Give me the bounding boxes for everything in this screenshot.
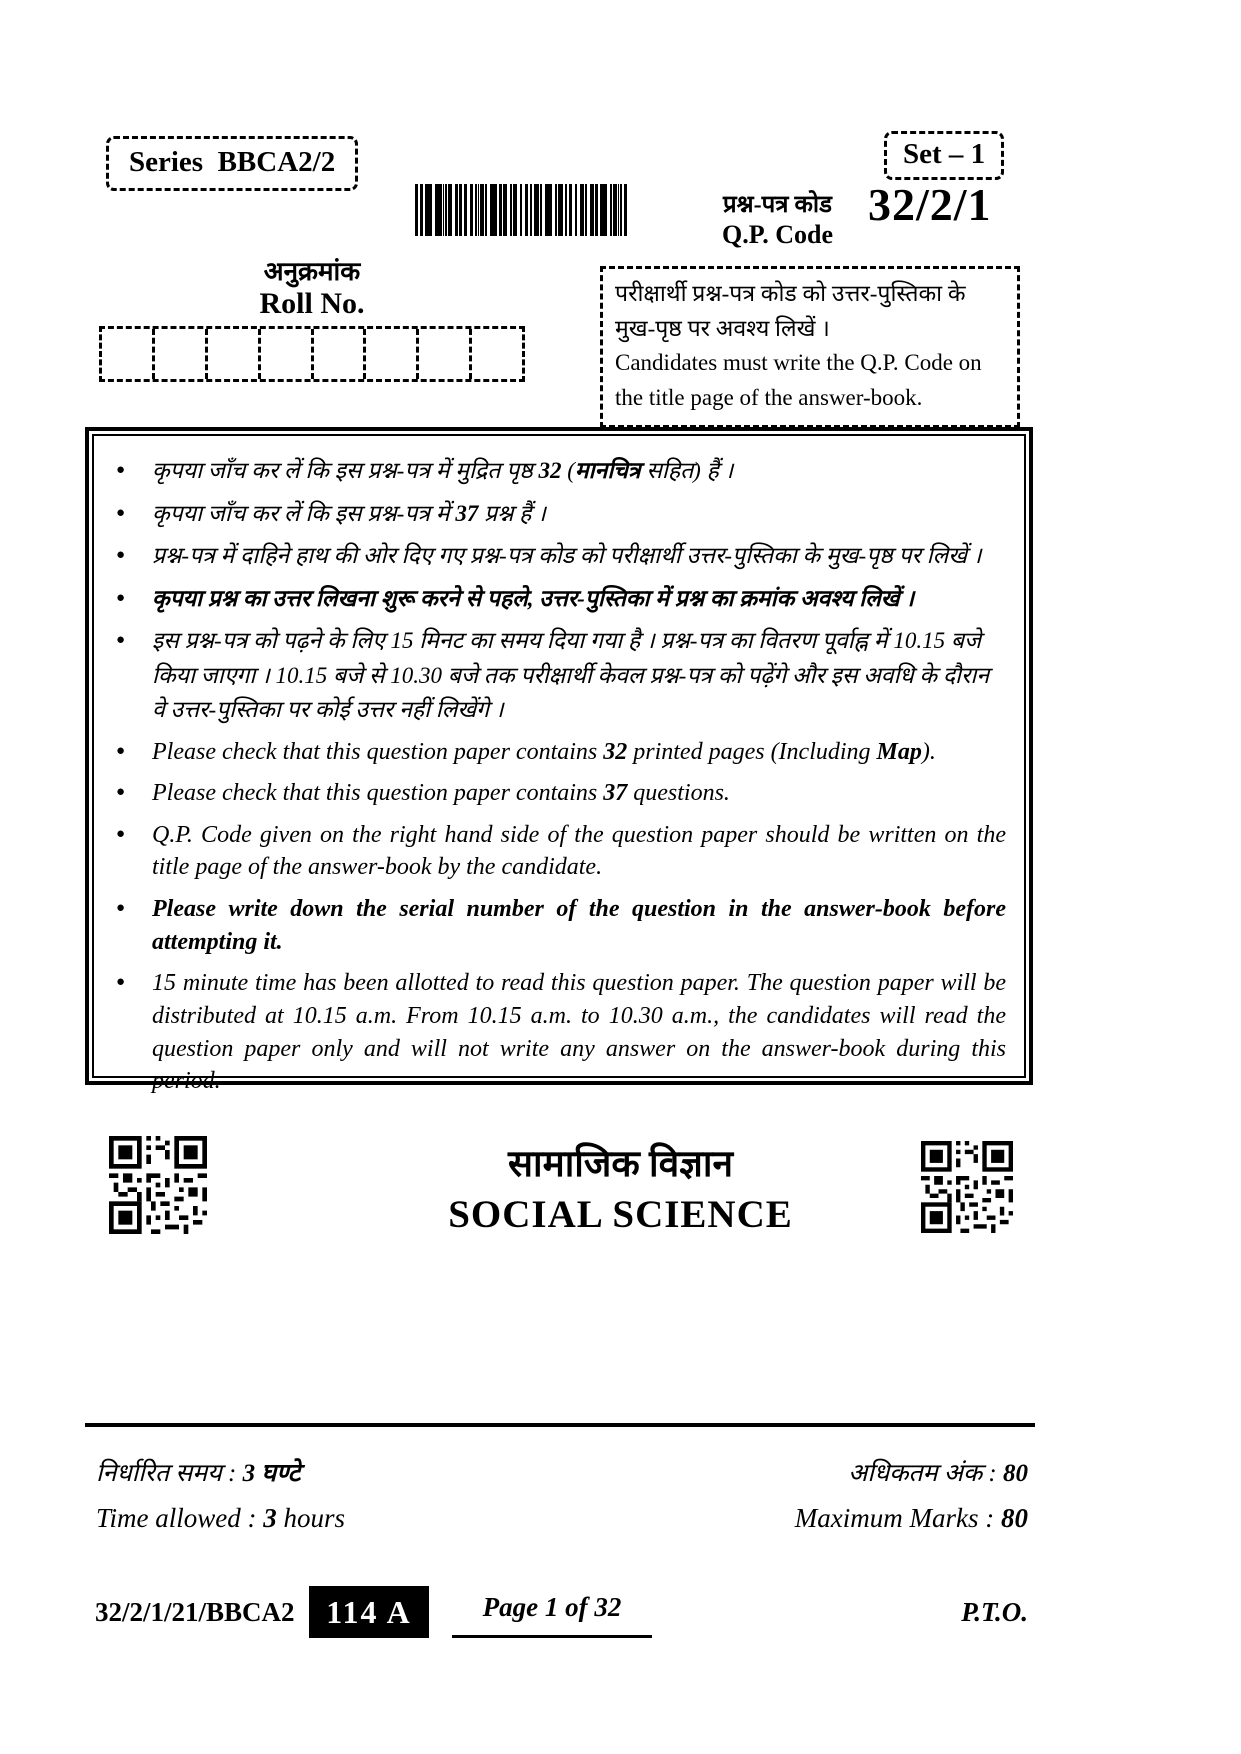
- divider-line: [85, 1423, 1035, 1427]
- instruction-item: ● कृपया जाँच कर लें कि इस प्रश्न-पत्र में 37 प्रश्न हैं ।: [94, 497, 1006, 532]
- maximum-marks-english: Maximum Marks : 80: [794, 1503, 1028, 1533]
- general-instructions-box: [92, 434, 1026, 1095]
- instruction-item: ● 15 minute time has been allotted to read this question paper. The question paper will be distributed at 10.15 a.m. From 10.15 a.m. to 10.30 a.m., the candidates will read the question paper only and will not write any answer on the answer-book during this period.: [94, 967, 1006, 1098]
- instruction-item: ● Q.P. Code given on the right hand side of the question paper should be written on the title page of the answer-book by the candidate.: [94, 819, 1006, 884]
- candidates-note-box: [600, 266, 1020, 428]
- set-number-box: Set – 1: [884, 131, 1004, 180]
- series-code-box: Series BBCA2/2: [106, 136, 358, 191]
- pto-label: P.T.O.: [961, 1597, 1028, 1627]
- roll-number-cell: [419, 329, 472, 379]
- roll-number-cell: [102, 329, 155, 379]
- roll-no-label-english: Roll No.: [259, 287, 365, 320]
- barcode-icon: [415, 184, 627, 236]
- candidates-note-hindi: परीक्षार्थी प्रश्न-पत्र कोड को उत्तर-पुस्तिका के मुख-पृष्ठ पर अवश्य लिखें ।: [615, 281, 966, 341]
- instructions-hindi-list: [94, 454, 1006, 728]
- footer-stamp-badge: 114 A: [309, 1586, 429, 1638]
- instruction-item: ● Please check that this question paper contains 37 questions.: [94, 777, 1006, 810]
- instruction-item: ● Please write down the serial number of the question in the answer-book before attempting it.: [94, 893, 1006, 958]
- roll-number-grid: [99, 326, 525, 382]
- footer-paper-code: 32/2/1/21/BBCA2: [95, 1597, 295, 1627]
- roll-number-cell: [472, 329, 522, 379]
- subject-title-hindi: सामाजिक विज्ञान: [508, 1144, 733, 1185]
- roll-no-label-hindi: अनुक्रमांक: [263, 257, 361, 286]
- instruction-item: ● Please check that this question paper contains 32 printed pages (Including Map).: [94, 736, 1006, 769]
- roll-number-cell: [261, 329, 314, 379]
- time-allowed-hindi: निर्धारित समय : 3 घण्टे: [96, 1460, 301, 1487]
- qp-code-label-hindi: प्रश्न-पत्र कोड: [723, 192, 832, 218]
- qp-code-label: [690, 192, 865, 249]
- page-number: Page 1 of 32: [452, 1592, 652, 1638]
- instructions-english-list: [94, 736, 1006, 1098]
- qp-code-label-english: Q.P. Code: [722, 219, 833, 249]
- maximum-marks-hindi: अधिकतम अंक : 80: [848, 1460, 1028, 1487]
- roll-number-cell: [155, 329, 208, 379]
- subject-title-english: SOCIAL SCIENCE: [448, 1193, 793, 1236]
- roll-number-cell: [366, 329, 419, 379]
- candidates-note-english: Candidates must write the Q.P. Code on the title page of the answer-book.: [615, 350, 982, 410]
- instruction-item: ● प्रश्न-पत्र में दाहिने हाथ की ओर दिए गए प्रश्न-पत्र कोड को परीक्षार्थी उत्तर-पुस्तिका के मुख-पृष्ठ पर लिखें ।: [94, 539, 1006, 574]
- instruction-item: ● कृपया प्रश्न का उत्तर लिखना शुरू करने से पहले, उत्तर-पुस्तिका में प्रश्न का क्रमांक अवश्य लिखें ।: [94, 582, 1006, 617]
- qp-code-value: 32/2/1: [868, 179, 992, 230]
- roll-number-cell: [314, 329, 367, 379]
- instruction-item: ● कृपया जाँच कर लें कि इस प्रश्न-पत्र में मुद्रित पृष्ठ 32 (मानचित्र सहित) हैं ।: [94, 454, 1006, 489]
- time-allowed-english: Time allowed : 3 hours: [96, 1503, 346, 1533]
- roll-number-cell: [208, 329, 261, 379]
- instruction-item: ● इस प्रश्न-पत्र को पढ़ने के लिए 15 मिनट का समय दिया गया है । प्रश्न-पत्र का वितरण पूर्वाह्न में 10.15 बजे किया जाएगा । 10.15 बजे से 10.30 बजे तक परीक्षार्थी केवल प्रश्न-पत्र को पढ़ेंगे और इस अवधि के दौरान वे उत्तर-पुस्तिका पर कोई उत्तर नहीं लिखेंगे ।: [94, 624, 1006, 728]
